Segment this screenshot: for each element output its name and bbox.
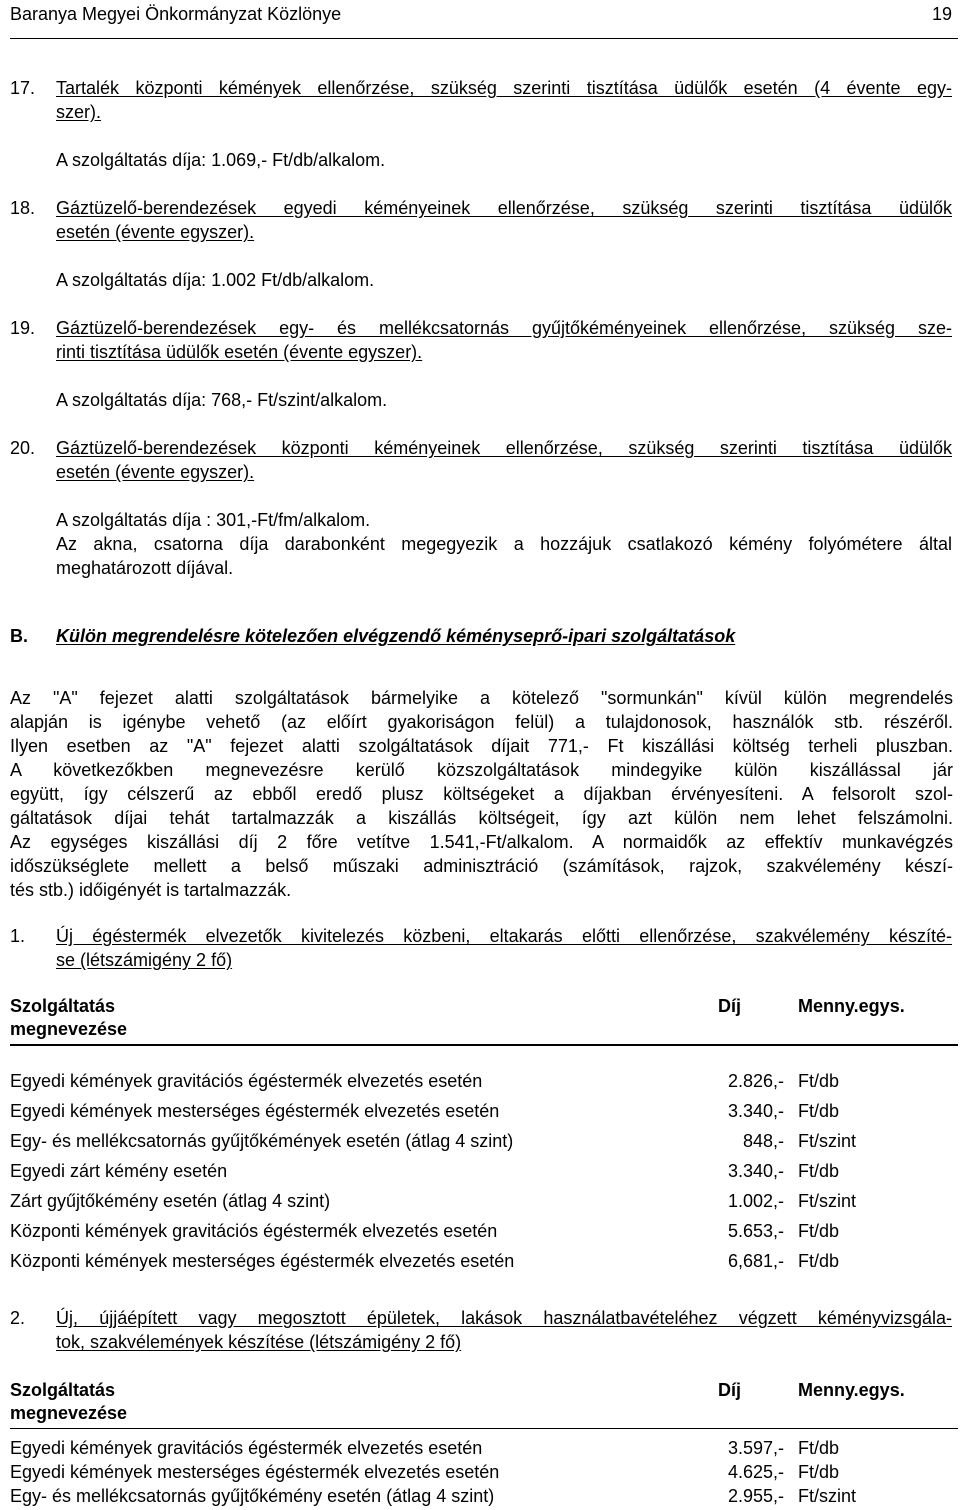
- section-letter: B.: [10, 626, 28, 646]
- table-row-unit: Ft/db: [798, 1071, 840, 1091]
- table-row-unit: Ft/db: [798, 1221, 840, 1241]
- item-number: 20.: [10, 438, 36, 458]
- table-row-fee: 3.340,-: [727, 1101, 784, 1121]
- table-row-unit: Ft/db: [798, 1438, 840, 1458]
- item-number: 19.: [10, 318, 36, 338]
- table-row-unit: Ft/db: [798, 1101, 840, 1121]
- table-row-fee: 4.625,-: [727, 1462, 784, 1482]
- table-row-name: Központi kémények gravitációs égéstermék elvezetés esetén: [10, 1221, 498, 1241]
- paragraph-line: időszükséglete mellett a belső műszaki adminisztráció (számítások, rajzok, szakvélemény készí-: [10, 856, 953, 876]
- table-header-rule: [10, 1044, 958, 1046]
- table-header-name: Szolgáltatás: [10, 1380, 116, 1400]
- service-title-line: Új égéstermék elvezetők kivitelezés közbeni, eltakarás előtti ellenőrzése, szakvélemény készíté-: [56, 926, 952, 946]
- item-description-line: Gáztüzelő-berendezések egy- és mellékcsatornás gyűjtőkéményeinek ellenőrzése, szükség sze-: [56, 318, 952, 338]
- item-fee: A szolgáltatás díja: 1.002 Ft/db/alkalom.: [56, 270, 375, 290]
- table-row-name: Egy- és mellékcsatornás gyűjtőkémény esetén (átlag 4 szint): [10, 1486, 495, 1506]
- item-description-line: Gáztüzelő-berendezések egyedi kéményeinek ellenőrzése, szükség szerinti tisztítása üdülők: [56, 198, 952, 218]
- item-description-line: szer).: [56, 102, 101, 122]
- table-row-fee: 2.955,-: [727, 1486, 784, 1506]
- table-row-name: Egyedi kémények mesterséges égéstermék elvezetés esetén: [10, 1462, 500, 1482]
- service-number: 1.: [10, 926, 26, 946]
- table-row-fee: 3.597,-: [727, 1438, 784, 1458]
- table-row-fee: 5.653,-: [727, 1221, 784, 1241]
- section-title: Külön megrendelésre kötelezően elvégzendő kéményseprő-ipari szolgáltatások: [56, 626, 736, 646]
- table-row-unit: Ft/szint: [798, 1131, 857, 1151]
- item-note-line: Az akna, csatorna díja darabonként megegyezik a hozzájuk csatlakozó kémény folyómétere által: [56, 534, 952, 554]
- item-description-line: Tartalék központi kémények ellenőrzése, szükség szerinti tisztítása üdülők esetén (4 évente egy-: [56, 78, 952, 98]
- table-header-fee: Díj: [718, 1380, 742, 1400]
- table-header-name: Szolgáltatás: [10, 996, 116, 1016]
- table-header-unit: Menny.egys.: [798, 996, 905, 1016]
- table-row-name: Egyedi kémények gravitációs égéstermék elvezetés esetén: [10, 1438, 483, 1458]
- service-title-line: se (létszámigény 2 fő): [56, 950, 233, 970]
- service-title-line: tok, szakvélemények készítése (létszámigény 2 fő): [56, 1332, 462, 1352]
- item-fee: A szolgáltatás díja: 768,- Ft/szint/alkalom.: [56, 390, 388, 410]
- table-row-fee: 2.826,-: [727, 1071, 784, 1091]
- paragraph-line: Ilyen esetben az "A" fejezet alatti szolgáltatások díjait 771,- Ft kiszállási költség terheli pluszban.: [10, 736, 953, 756]
- paragraph-line: tés stb.) időigényét is tartalmazzák.: [10, 880, 292, 900]
- table-row-name: Egyedi zárt kémény esetén: [10, 1161, 228, 1181]
- paragraph-line: Az "A" fejezet alatti szolgáltatások bármelyike a kötelező "sormunkán" kívül külön megrendelés: [10, 688, 953, 708]
- table-row-name: Egyedi kémények gravitációs égéstermék elvezetés esetén: [10, 1071, 483, 1091]
- paragraph-line: A következőkben megnevezésre kerülő közszolgáltatások mindegyike külön kiszállással jár: [10, 760, 953, 780]
- header-rule: [10, 38, 958, 39]
- table-row-unit: Ft/szint: [798, 1191, 857, 1211]
- table-row-name: Zárt gyűjtőkémény esetén (átlag 4 szint): [10, 1191, 331, 1211]
- paragraph-line: gáltatások díjai tehát tartalmazzák a kiszállás költségeit, így azt külön nem lehet felszámolni.: [10, 808, 953, 828]
- item-note-line: meghatározott díjával.: [56, 558, 234, 578]
- table-header-unit: Menny.egys.: [798, 1380, 905, 1400]
- table-row-fee: 1.002,-: [727, 1191, 784, 1211]
- service-number: 2.: [10, 1308, 26, 1328]
- publication-title: Baranya Megyei Önkormányzat Közlönye: [10, 4, 342, 24]
- table-header-name: megnevezése: [10, 1403, 128, 1423]
- item-number: 18.: [10, 198, 36, 218]
- table-row-name: Egyedi kémények mesterséges égéstermék elvezetés esetén: [10, 1101, 500, 1121]
- table-header-fee: Díj: [718, 996, 742, 1016]
- item-fee: A szolgáltatás díja: 1.069,- Ft/db/alkalom.: [56, 150, 386, 170]
- item-number: 17.: [10, 78, 36, 98]
- item-description-line: esetén (évente egyszer).: [56, 462, 255, 482]
- page-number: 19: [931, 4, 952, 24]
- table-header-rule: [10, 1428, 958, 1429]
- table-row-fee: 3.340,-: [727, 1161, 784, 1181]
- table-row-unit: Ft/db: [798, 1161, 840, 1181]
- table-row-unit: Ft/szint: [798, 1486, 857, 1506]
- paragraph-line: együtt, így célszerű az ebből eredő plusz költségeket a díjakban érvényesíteni. A felsorolt szol-: [10, 784, 953, 804]
- table-row-unit: Ft/db: [798, 1251, 840, 1271]
- item-description-line: rinti tisztítása üdülők esetén (évente egyszer).: [56, 342, 423, 362]
- item-fee: A szolgáltatás díja : 301,-Ft/fm/alkalom.: [56, 510, 371, 530]
- table-row-fee: 848,-: [742, 1131, 784, 1151]
- table-row-name: Központi kémények mesterséges égéstermék elvezetés esetén: [10, 1251, 515, 1271]
- service-title-line: Új, újjáépített vagy megosztott épületek, lakások használatbavételéhez végzett kéményvizsgála-: [56, 1308, 952, 1328]
- item-description-line: Gáztüzelő-berendezések központi kéményeinek ellenőrzése, szükség szerinti tisztítása üdülők: [56, 438, 952, 458]
- table-row-fee: 6,681,-: [727, 1251, 784, 1271]
- section-paragraph: [10, 686, 953, 902]
- paragraph-line: alapján is igénybe vehető (az előírt gyakoriságon felül) a tulajdonosok, használók stb. részéről.: [10, 712, 953, 732]
- item-description-line: esetén (évente egyszer).: [56, 222, 255, 242]
- table-row-unit: Ft/db: [798, 1462, 840, 1482]
- paragraph-line: Az egységes kiszállási díj 2 főre vetítve 1.541,-Ft/alkalom. A normaidők az effektív munkavégzés: [10, 832, 953, 852]
- table-row-name: Egy- és mellékcsatornás gyűjtőkémények esetén (átlag 4 szint): [10, 1131, 514, 1151]
- table-header-name: megnevezése: [10, 1019, 128, 1039]
